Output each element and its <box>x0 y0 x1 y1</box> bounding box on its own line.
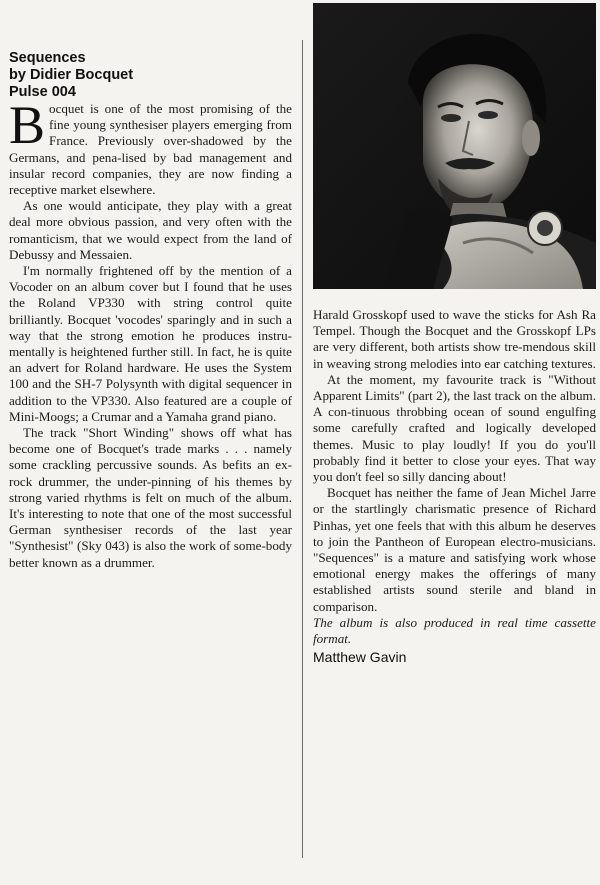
left-column <box>9 50 292 571</box>
headline-title: Sequences <box>9 50 86 66</box>
artist-portrait-photo <box>313 3 596 289</box>
paragraph: Bocquet has neither the fame of Jean Michel Jarre or the startlingly charismatic presence of Richard Pinhas, yet one feels that with this album he deserves to join the Pantheon of European electro-musicians. "Sequences" is a mature and satisfying work whose emotional energy makes the offerings of many established artists sound sterile and bland in comparison. <box>313 485 596 614</box>
closing-note: The album is also produced in real time cassette format. <box>313 614 596 647</box>
drop-cap: B <box>9 95 46 155</box>
paragraph: Bocquet is one of the most promising of the fine young synthesiser players emerging from France. Previously over-shadowed by the Germans, and pena-lised by bad management and insular record companies, they are now finding a receptive market elsewhere. <box>9 95 292 198</box>
paragraph: At the moment, my favourite track is "Without Apparent Limits" (part 2), the last track on the album. A con-tinuous throbbing ocean of sound engulfing some carefully crafted and logically developed themes. Music to play loudly! If you do you'll probably find it better to close your eyes. That way you don't feel so silly dancing about! <box>313 371 596 485</box>
paragraph: Harald Grosskopf used to wave the sticks for Ash Ra Tempel. Though the Bocquet and the Grosskopf LPs are very different, both artists show tre-mendous skill in weaving strong melodies into ear catching textures. <box>313 307 596 371</box>
paragraph: The track "Short Winding" shows off what has become one of Bocquet's trade marks . . . namely some crackling percussive sounds. As befits an ex-rock drummer, the under-pinning of his themes by strong varied rhythms is felt on much of the album. It's interesting to note that one of the most successful German synthesiser records of the last year "Synthesist" (Sky 043) is also the work of some-body better known as a drummer. <box>9 425 292 570</box>
article-headline <box>9 50 292 101</box>
portrait-photo-icon <box>313 3 596 289</box>
headline-catalogue: Pulse 004 <box>9 84 76 100</box>
author-byline: Matthew Gavin <box>313 649 407 666</box>
column-divider <box>302 40 303 858</box>
paragraph: As one would anticipate, they play with a great deal more obvious passion, and very often with the romanticism, that we would expect from the land of Debussy and Messaien. <box>9 198 292 262</box>
right-column <box>313 307 596 666</box>
article-body-left <box>9 95 292 571</box>
article-body-right <box>313 307 596 647</box>
paragraph: I'm normally frightened off by the mention of a Vocoder on an album cover but I found that he uses the Roland VP330 with string control quite brilliantly. Bocquet 'vocodes' sparingly and in such a way that the strong emotion he produces instru-mentally is heightened further still. In fact, he is quite an advert for Roland hardware. He uses the System 100 and the SH-7 Polysynth with digital sequencer in addition to the VP330. Also featured are a couple of Mini-Moogs; a Crumar and a Yamaha grand piano. <box>9 263 292 424</box>
headline-artist: by Didier Bocquet <box>9 67 134 83</box>
